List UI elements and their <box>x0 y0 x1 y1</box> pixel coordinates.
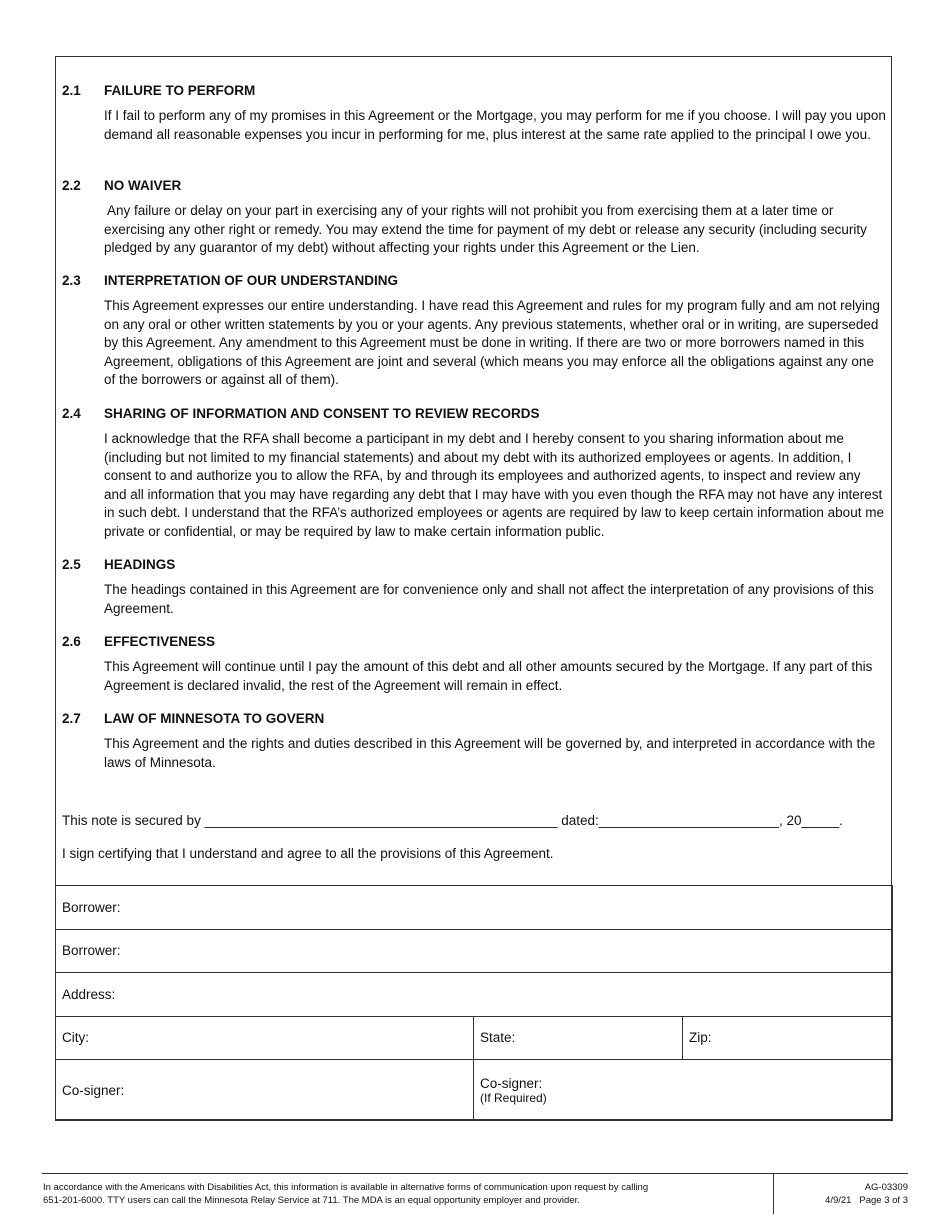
ada-notice-line-1: In accordance with the Americans with Disabilities Act, this information is available in alternative forms of communication upon request by calling <box>43 1182 649 1193</box>
ada-notice-line-2: 651-201-6000. TTY users can call the Minnesota Relay Service at 711. The MDA is an equal opportunity employer and provider. <box>43 1195 580 1206</box>
section-body: This Agreement expresses our entire understanding. I have read this Agreement and rules for my program fully and am not relying on any oral or other written statements by you or your agents. Any previous statements, whether oral or in writing, are superseded by this Agreement. Any amendment to this Agreement must be done in writing. If there are two or more borrowers named in this Agreement, obligations of this Agreement are joint and several (which means you may enforce all the obligations against any one of the borrowers or against all of them). <box>104 298 880 387</box>
section-body: Any failure or delay on your part in exercising any of your rights will not prohibit you from exercising them at a later time or exercising any other right or remedy. You may extend the time for payment of my debt or release any security (including security pledged by any guarantor of my debt) without affecting your rights under this Agreement or the Lien. <box>104 203 867 255</box>
section-number: 2.5 <box>62 557 81 572</box>
footer-divider <box>773 1174 774 1214</box>
address-field[interactable] <box>56 973 893 1017</box>
secured-by-field[interactable]: _______________________________________________ <box>204 813 558 828</box>
zip-label: Zip: <box>689 1030 712 1046</box>
page-footer <box>42 1173 908 1213</box>
section-title: INTERPRETATION OF OUR UNDERSTANDING <box>104 273 398 288</box>
zip-field[interactable] <box>683 1016 893 1060</box>
state-label: State: <box>480 1030 516 1046</box>
form-date: 4/9/21 <box>825 1195 852 1206</box>
cosigner-label: Co-signer: <box>62 1082 125 1098</box>
cosigner-label: Co-signer: <box>480 1075 543 1091</box>
period: . <box>839 813 843 828</box>
section-number: 2.6 <box>62 634 81 649</box>
borrower-1-field[interactable] <box>56 886 893 930</box>
section-title: EFFECTIVENESS <box>104 634 216 649</box>
borrower-label: Borrower: <box>62 943 121 959</box>
signature-table <box>55 885 893 1121</box>
city-field[interactable] <box>56 1016 474 1060</box>
cosigner-if-required-note: (If Required) <box>480 1090 547 1105</box>
section-number: 2.7 <box>62 711 81 726</box>
borrower-label: Borrower: <box>62 899 121 915</box>
form-id: AG-03309 <box>864 1182 908 1193</box>
year-field[interactable]: _____ <box>801 813 840 828</box>
secured-by-line <box>62 813 886 828</box>
dated-field[interactable]: ________________________ <box>598 813 779 828</box>
agreement-frame <box>55 56 892 1120</box>
section-body: The headings contained in this Agreement are for convenience only and shall not affect the interpretation of any provisions of this Agreement. <box>104 582 874 616</box>
certification-statement: I sign certifying that I understand and agree to all the provisions of this Agreement. <box>62 846 554 861</box>
section-number: 2.1 <box>62 83 81 98</box>
cosigner-2-field[interactable] <box>474 1060 893 1121</box>
ada-notice <box>43 1181 733 1207</box>
section-title: HEADINGS <box>104 557 176 572</box>
cosigner-1-field[interactable] <box>56 1060 474 1121</box>
section-body: I acknowledge that the RFA shall become a participant in my debt and I hereby consent to you sharing information about me (including but not limited to my financial statements) and about my debt with its authorized employees or agents. In addition, I consent to and authorize you to allow the RFA, by and through its employees and authorized agents, to inspect and review any and all information that you may have regarding any debt that I may have with you even though the RFA may not have any interest in such debt. I understand that the RFA’s authorized employees or agents are required by law to keep certain information about me private or confidential, or may be required by law to make certain information public. <box>104 431 884 539</box>
city-label: City: <box>62 1030 89 1046</box>
section-body: This Agreement and the rights and duties described in this Agreement will be governed by, and interpreted in accordance with the laws of Minnesota. <box>104 736 876 770</box>
borrower-2-field[interactable] <box>56 929 893 973</box>
form-date-page <box>778 1194 908 1207</box>
form-info <box>778 1181 908 1207</box>
state-field[interactable] <box>474 1016 683 1060</box>
section-number: 2.2 <box>62 178 81 193</box>
section-number: 2.3 <box>62 273 81 288</box>
year-prefix: , 20 <box>779 813 802 828</box>
section-title: LAW OF MINNESOTA TO GOVERN <box>104 711 325 726</box>
section-title: NO WAIVER <box>104 178 182 193</box>
section-title: FAILURE TO PERFORM <box>104 83 256 98</box>
section-body: This Agreement will continue until I pay the amount of this debt and all other amounts secured by the Mortgage. If any part of this Agreement is declared invalid, the rest of the Agreement will remain in effect. <box>104 659 873 693</box>
section-number: 2.4 <box>62 406 81 421</box>
section-body: If I fail to perform any of my promises in this Agreement or the Mortgage, you may perform for me if you choose. I will pay you upon demand all reasonable expenses you incur in performing for me, plus interest at the same rate applied to the principal I owe you. <box>104 108 886 142</box>
address-label: Address: <box>62 986 116 1002</box>
dated-label: dated: <box>561 813 599 828</box>
section-title: SHARING OF INFORMATION AND CONSENT TO REVIEW RECORDS <box>104 406 540 421</box>
page-number: Page 3 of 3 <box>859 1195 908 1206</box>
secured-by-label: This note is secured by <box>62 813 201 828</box>
